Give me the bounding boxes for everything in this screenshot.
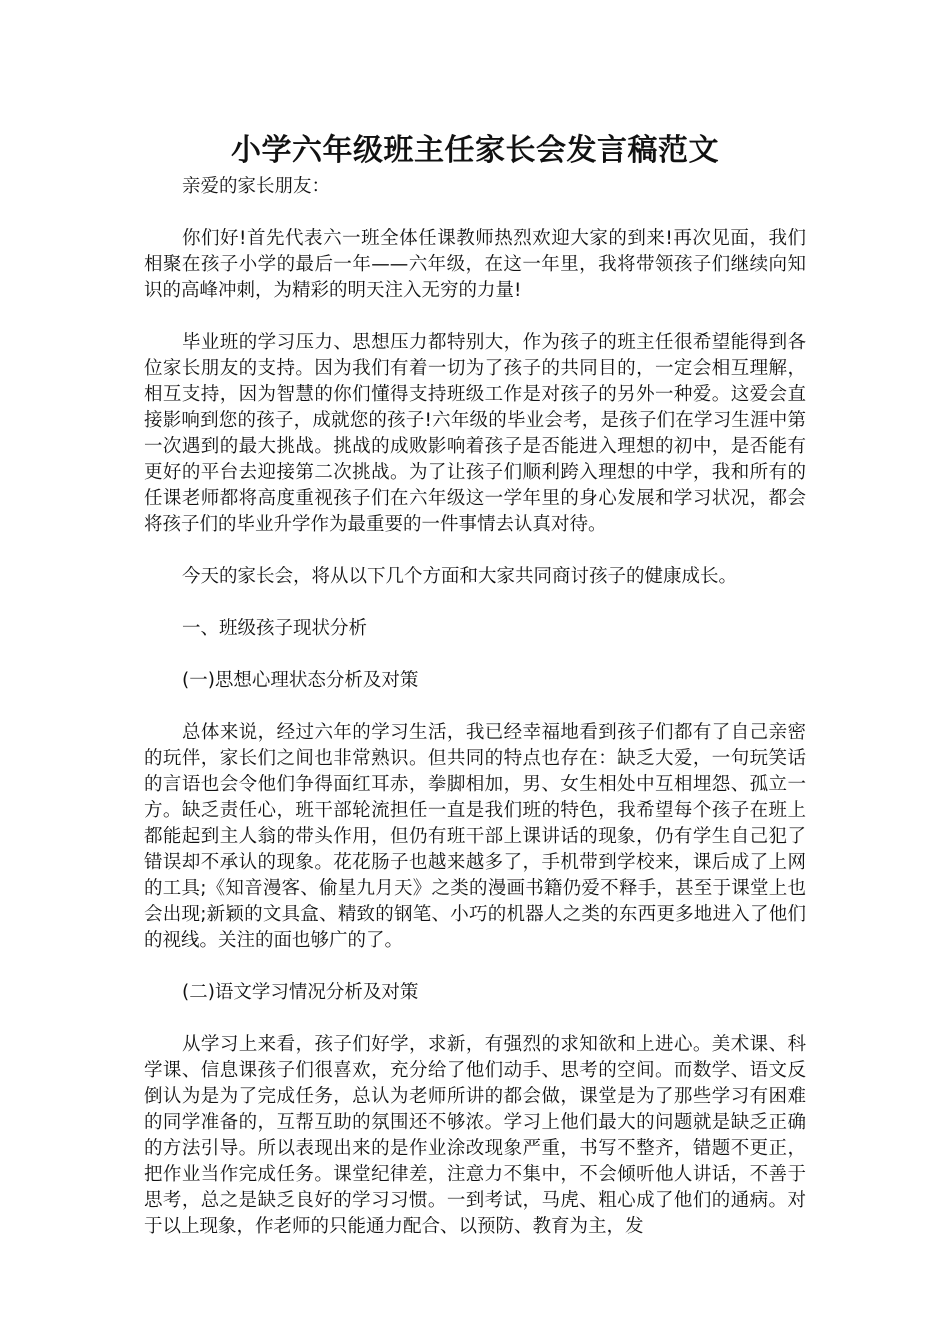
paragraph-gap: [144, 200, 806, 226]
paragraph-mental-state: 总体来说，经过六年的学习生活，我已经幸福地看到孩子们都有了自己亲密的玩伴，家长们之间也非常熟识。但共同的特点也存在：缺乏大爱，一句玩笑话的言语也会令他们争得面红耳赤，拳脚相加，男、女生相处中互相埋怨、孤立一方。缺乏责任心，班干部轮流担任一直是我们班的特色，我希望每个孩子在班上都能起到主人翁的带头作用，但仍有班干部上课讲话的现象，仍有学生自己犯了错误却不承认的现象。花花肠子也越来越多了，手机带到学校来，课后成了上网的工具;《知音漫客、偷星九月天》之类的漫画书籍仍爱不释手，甚至于课堂上也会出现;新颖的文具盒、精致的钢笔、小巧的机器人之类的东西更多地进入了他们的视线。关注的面也够广的了。: [144, 722, 806, 951]
subsection-heading-2: (二)语文学习情况分析及对策: [182, 982, 419, 1003]
paragraph-gap: [144, 590, 806, 616]
paragraph-gap: [144, 1006, 806, 1032]
paragraph-gap: [144, 694, 806, 720]
document-page: [144, 128, 806, 1240]
paragraph-greeting: 你们好!首先代表六一班全体任课教师热烈欢迎大家的到来!再次见面，我们相聚在孩子小学的最后一年——六年级，在这一年里，我将带领孩子们继续向知识的高峰冲刺，为精彩的明天注入无穷的力量!: [144, 228, 806, 301]
document-title: 小学六年级班主任家长会发言稿范文: [231, 133, 719, 168]
subsection-heading-1: (一)思想心理状态分析及对策: [182, 670, 419, 691]
paragraph-study-situation: 从学习上来看，孩子们好学，求新，有强烈的求知欲和上进心。美术课、科学课、信息课孩子们很喜欢，充分给了他们动手、思考的空间。而数学、语文反倒认为是为了完成任务，总认为老师所讲的都会做，课堂是为了那些学习有困难的同学准备的，互帮互助的氛围还不够浓。学习上他们最大的问题就是缺乏正确的方法引导。所以表现出来的是作业涂改现象严重，书写不整齐，错题不更正，把作业当作完成任务。课堂纪律差，注意力不集中，不会倾听他人讲话，不善于思考，总之是缺乏良好的学习习惯。一到考试，马虎、粗心成了他们的通病。对于以上现象，作老师的只能通力配合、以预防、教育为主，发: [144, 1034, 806, 1237]
paragraph-gap: [144, 304, 806, 330]
paragraph-gap: [144, 954, 806, 980]
paragraph-gap: [144, 538, 806, 564]
paragraph-gap: [144, 642, 806, 668]
section-heading: 一、班级孩子现状分析: [182, 618, 368, 639]
paragraph-agenda: 今天的家长会，将从以下几个方面和大家共同商讨孩子的健康成长。: [182, 566, 738, 587]
paragraph-support: 毕业班的学习压力、思想压力都特别大，作为孩子的班主任很希望能得到各位家长朋友的支持。因为我们有着一切为了孩子的共同目的，一定会相互理解，相互支持，因为智慧的你们懂得支持班级工作是对孩子的另外一种爱。这爱会直接影响到您的孩子，成就您的孩子!六年级的毕业会考，是孩子们在学习生涯中第一次遇到的最大挑战。挑战的成败影响着孩子是否能进入理想的初中，是否能有更好的平台去迎接第二次挑战。为了让孩子们顺利跨入理想的中学，我和所有的任课老师都将高度重视孩子们在六年级这一学年里的身心发展和学习状况，都会将孩子们的毕业升学作为最重要的一件事情去认真对待。: [144, 332, 806, 535]
salutation: 亲爱的家长朋友：: [182, 176, 331, 197]
